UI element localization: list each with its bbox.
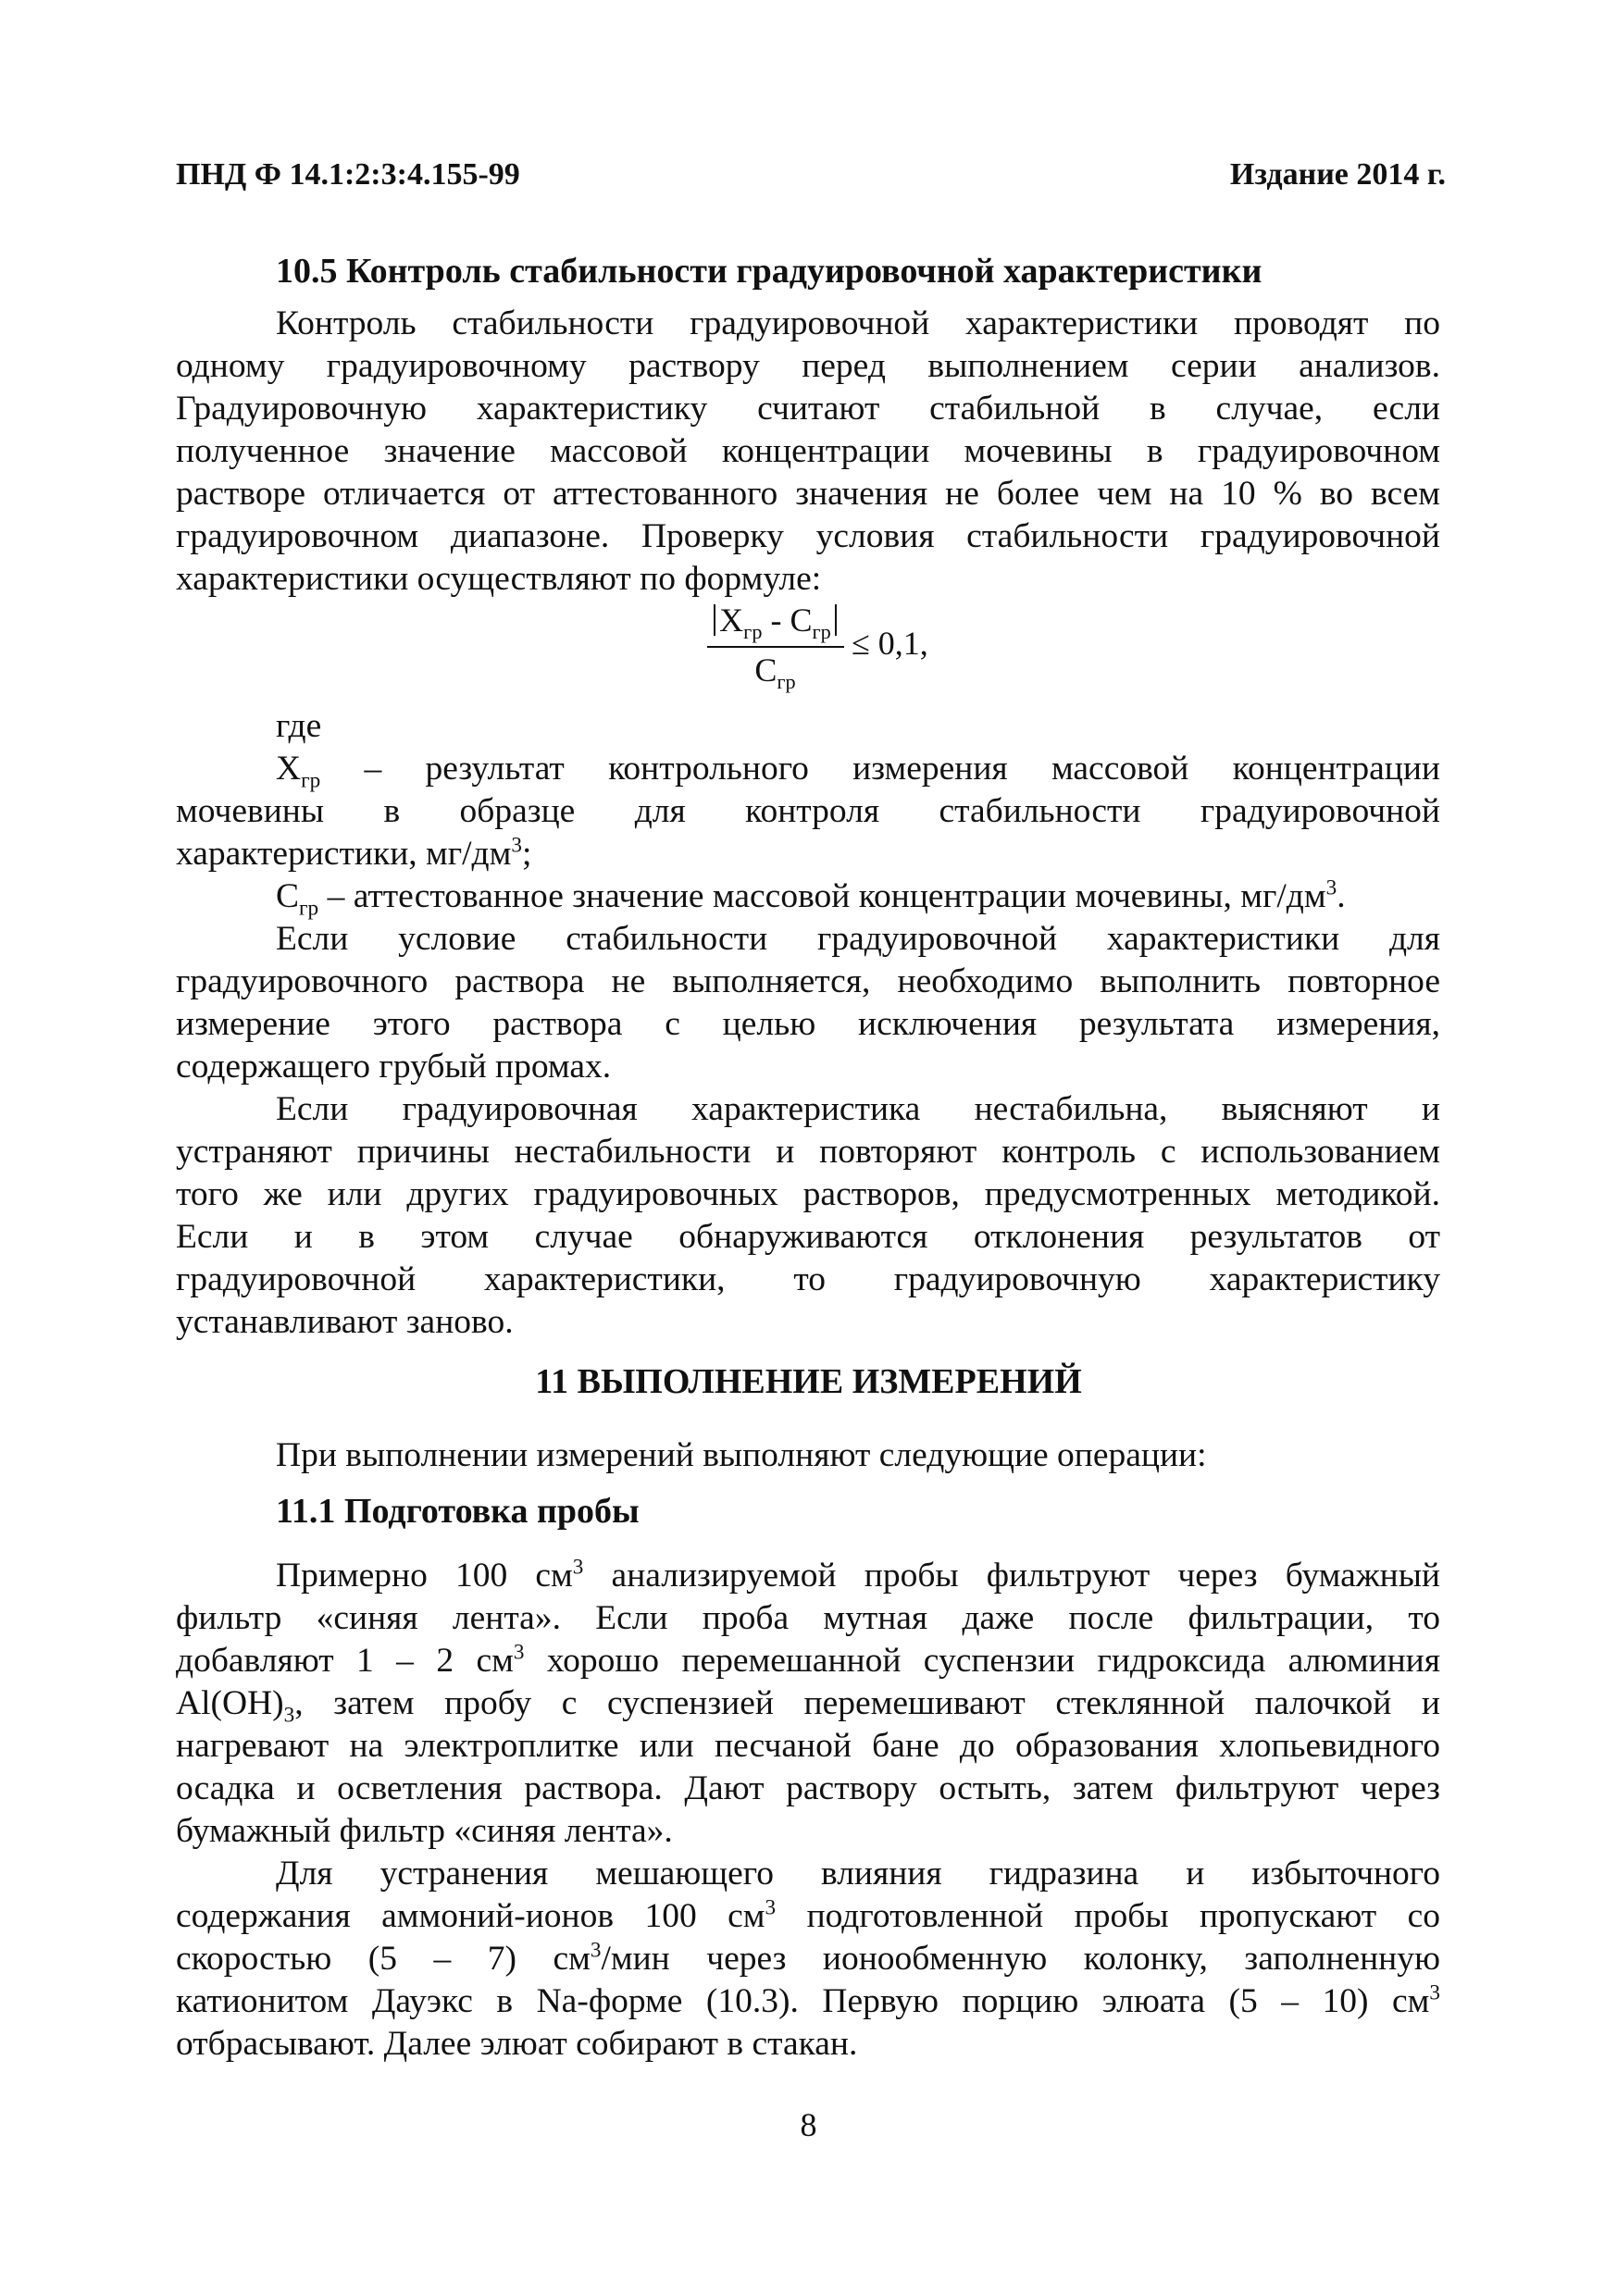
paragraph-line: добавляют 1 – 2 $см^3$ хорошо перемешанной суспензии гидроксида алюминия: [176, 1640, 1441, 1680]
paragraph-line: характеристики осуществляют по формуле:: [176, 560, 822, 598]
section-10-5-title: 10.5 Контроль стабильности градуировочной характеристики: [276, 252, 1263, 291]
definition-c-line: $С_{гр}$ – аттестованное значение массовой концентрации мочевины, $мг/дм^3$.: [276, 875, 1346, 921]
paragraph-line: Для устранения мешающего влияния гидразина и избыточного: [276, 1855, 1440, 1893]
document-code: ПНД Ф 14.1:2:3:4.155-99: [176, 157, 520, 192]
paragraph-line: устраняют причины нестабильности и повторяют контроль с использованием: [176, 1133, 1440, 1171]
paragraph-line: Контроль стабильности градуировочной характеристики проводят по: [276, 304, 1440, 342]
section-11-title: 11 ВЫПОЛНЕНИЕ ИЗМЕРЕНИЙ: [535, 1362, 1082, 1401]
paragraph-line: Если градуировочная характеристика нестабильна, выясняют и: [276, 1090, 1440, 1128]
definition-x-line: $X_{гр}$ – результат контрольного измерения массовой концентрации: [276, 750, 1440, 793]
paragraph-line: отбрасывают. Далее элюат собирают в стакан.: [176, 2025, 858, 2063]
paragraph-line: Градуировочную характеристику считают стабильной в случае, если: [176, 390, 1440, 428]
paragraph-line: катионитом Дауэкс в Na-форме (10.3). Первую порцию элюата (5 – 10) $см^3$: [176, 1980, 1440, 2020]
paragraph-line: бумажный фильтр «синяя лента».: [176, 1812, 673, 1850]
formula-denominator: $C_{гр}$: [754, 652, 796, 694]
definition-x-line: характеристики, $мг/дм^3$;: [176, 833, 532, 873]
definition-x-line: мочевины в образце для контроля стабильности градуировочной: [176, 792, 1440, 830]
paragraph-line: содержащего грубый промах.: [176, 1048, 612, 1086]
paragraph-line: градуировочного раствора не выполняется, необходимо выполнить повторное: [176, 962, 1440, 1000]
formula-inequality: ≤ 0,1,: [852, 625, 928, 662]
paragraph-line: измерение этого раствора с целью исключения результата измерения,: [176, 1005, 1440, 1043]
paragraph-line: Если условие стабильности градуировочной характеристики для: [276, 920, 1440, 958]
paragraph-line: $Al(OH)_3$, затем пробу с суспензией перемешивают стеклянной палочкой и: [176, 1684, 1440, 1728]
page-number: 8: [800, 2106, 817, 2143]
paragraph-line: Примерно 100 $см^3$ анализируемой пробы фильтруют через бумажный: [276, 1555, 1441, 1595]
formula-numerator: $X_{гр} - C_{гр}$: [703, 602, 847, 639]
paragraph-line: Если и в этом случае обнаруживаются отклонения результатов от: [176, 1218, 1440, 1256]
paragraph-line: растворе отличается от аттестованного значения не более чем на 10 % во всем: [176, 475, 1440, 513]
where-label: где: [276, 707, 322, 745]
paragraph-line: градуировочном диапазоне. Проверку условия стабильности градуировочной: [176, 517, 1440, 555]
paragraph-line: скоростью (5 – 7) $см^3$/мин через ионообменную колонку, заполненную: [176, 1938, 1440, 1978]
paragraph-line: того же или других градуировочных растворов, предусмотренных методикой.: [176, 1175, 1440, 1213]
paragraph-line: нагревают на электроплитке или песчаной бане до образования хлопьевидного: [176, 1727, 1440, 1765]
edition-label: Издание 2014 г.: [1229, 157, 1446, 192]
section-11-1-title: 11.1 Подготовка пробы: [276, 1492, 640, 1531]
paragraph-line: осадка и осветления раствора. Дают раствору остыть, затем фильтруют через: [176, 1769, 1440, 1807]
paragraph-line: содержания аммоний-ионов 100 $см^3$ подготовленной пробы пропускают со: [176, 1895, 1440, 1935]
section-11-intro: При выполнении измерений выполняют следующие операции:: [276, 1436, 1207, 1474]
paragraph-line: устанавливают заново.: [176, 1303, 514, 1341]
paragraph-line: одному градуировочному раствору перед выполнением серии анализов.: [176, 347, 1440, 385]
paragraph-line: градуировочной характеристики, то градуировочную характеристику: [176, 1260, 1440, 1298]
paragraph-line: фильтр «синяя лента». Если проба мутная даже после фильтрации, то: [176, 1599, 1440, 1637]
fraction-bar: [707, 646, 844, 648]
paragraph-line: полученное значение массовой концентрации мочевины в градуировочном: [176, 432, 1440, 470]
stability-formula: [703, 598, 944, 700]
